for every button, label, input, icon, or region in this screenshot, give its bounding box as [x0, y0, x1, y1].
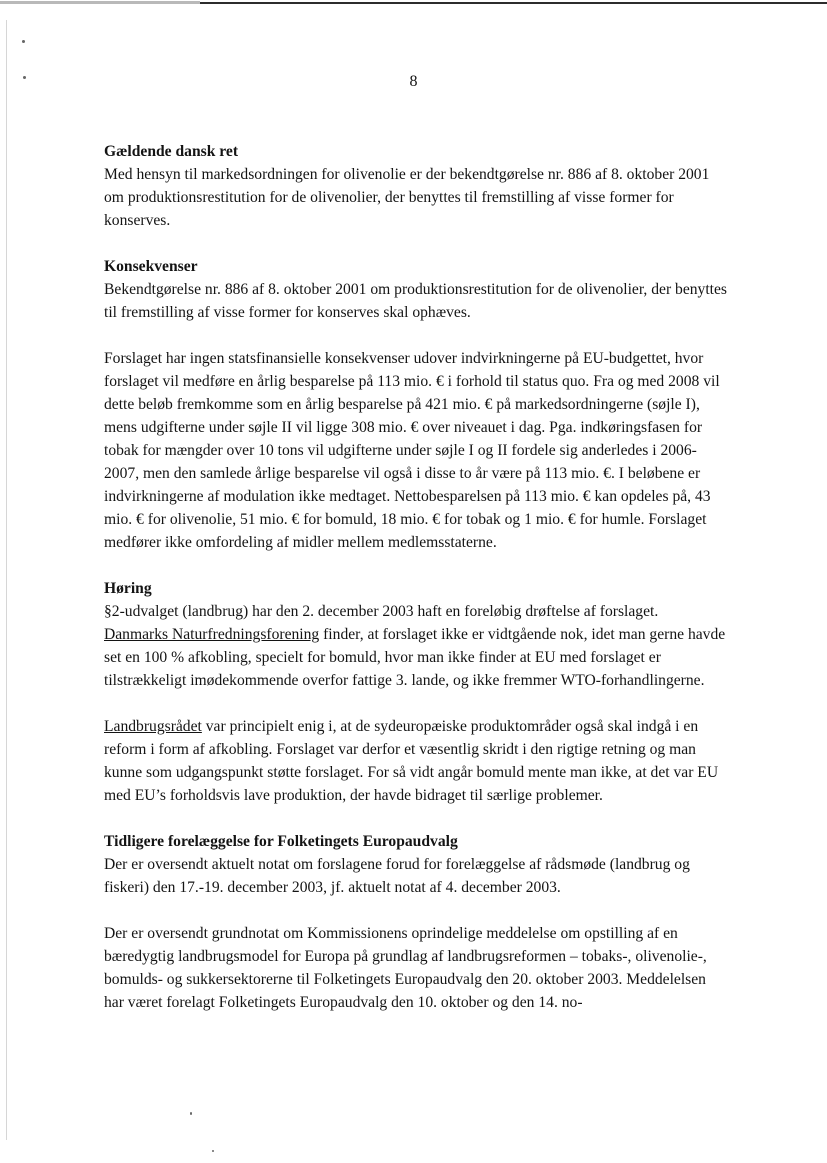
paragraph-hoering-3 [104, 715, 729, 807]
section-heading-gaeldende: Gældende dansk ret [104, 143, 239, 160]
org-name-dn: Danmarks Naturfredningsforening [104, 626, 320, 643]
scan-speck [22, 40, 25, 43]
org-text-dn: finder, at forslaget ikke er vidtgående nok, idet man gerne havde set en 100 % afkobling, specielt for bomuld, hvor man ikke finder at EU med forslaget er tilstrækkeligt imødekommende overfor fattige 3. lande, og ikke fremmer WTO-forhandlingerne. [104, 626, 726, 689]
org-text-lr: var principielt enig i, at de sydeuropæiske produktområder også skal indgå i en reform i form af afkobling. Forslaget var derfor et væsentlig skridt i den rigtige retning og man kunne som udgangspunkt støtte forslaget. For så vidt angår bomuld mente man ikke, at det var EU med EU’s forholdsvis lave produktion, der havde bidraget til særlige problemer. [104, 718, 719, 804]
paragraph-konsekvenser-2: Forslaget har ingen statsfinansielle konsekvenser udover indvirkningerne på EU-budgettet, hvor forslaget vil medføre en årlig besparelse på 113 mio. € i forhold til status quo. Fra og med 2008 vil dette beløb fremkomme som en årlig besparelse på 421 mio. € på markedsordningerne (søjle I), mens udgifterne under søjle II vil ligge 308 mio. € over niveauet i dag. Pga. indkøringsfasen for tobak for mængder over 10 tons vil udgifterne under søjle I og II fordele sig anderledes i 2006-2007, men den samlede årlige besparelse vil også i disse to år være på 113 mio. €. I beløbene er indvirkningerne af modulation ikke medtaget. Nettobesparelsen på 113 mio. € kan opdeles på, 43 mio. € for olivenolie, 51 mio. € for bomuld, 18 mio. € for tobak og 1 mio. € for humle. Forslaget medfører ikke omfordeling af midler mellem medlemsstaterne. [104, 350, 720, 551]
page-number: 8 [409, 73, 418, 90]
document-body [104, 140, 729, 1014]
scan-speck [190, 1112, 192, 1115]
scan-speck [212, 1150, 214, 1152]
paragraph-tidligere-2: Der er oversendt grundnotat om Kommissionens oprindelige meddelelse om opstilling af en bæredygtig landbrugsmodel for Europa på grundlag af landbrugsreformen – tobaks-, olivenolie-, bomulds- og sukkersektorerne til Folketingets Europaudvalg den 20. oktober 2003. Meddelelsen har været forelagt Folketingets Europaudvalg den 10. oktober og den 14. no- [104, 925, 707, 1011]
scan-left-margin-mark [6, 20, 7, 1140]
scan-edge-dark [200, 2, 827, 4]
paragraph-tidligere-1: Der er oversendt aktuelt notat om forslagene forud for forelæggelse af rådsmøde (landbrug og fiskeri) den 17.-19. december 2003, jf. aktuelt notat af 4. december 2003. [104, 856, 690, 896]
section-heading-hoering: Høring [104, 580, 152, 597]
paragraph-konsekvenser-1: Bekendtgørelse nr. 886 af 8. oktober 2001 om produktionsrestitution for de olivenolier, der benyttes til fremstilling af visse former for konserves skal ophæves. [104, 281, 727, 321]
section-heading-konsekvenser: Konsekvenser [104, 258, 198, 275]
paragraph-hoering-1: §2-udvalget (landbrug) har den 2. december 2003 haft en foreløbig drøftelse af forslaget. [104, 603, 659, 620]
scan-edge-light [0, 1, 200, 4]
paragraph-hoering-2 [104, 623, 729, 692]
section-heading-tidligere: Tidligere forelæggelse for Folketingets Europaudvalg [104, 833, 458, 850]
scan-top-edge [0, 0, 827, 5]
paragraph-gaeldende: Med hensyn til markedsordningen for olivenolie er der bekendtgørelse nr. 886 af 8. oktober 2001 om produktionsrestitution for de olivenolier, der benyttes til fremstilling af visse former for konserves. [104, 166, 710, 229]
org-name-lr: Landbrugsrådet [104, 718, 202, 735]
